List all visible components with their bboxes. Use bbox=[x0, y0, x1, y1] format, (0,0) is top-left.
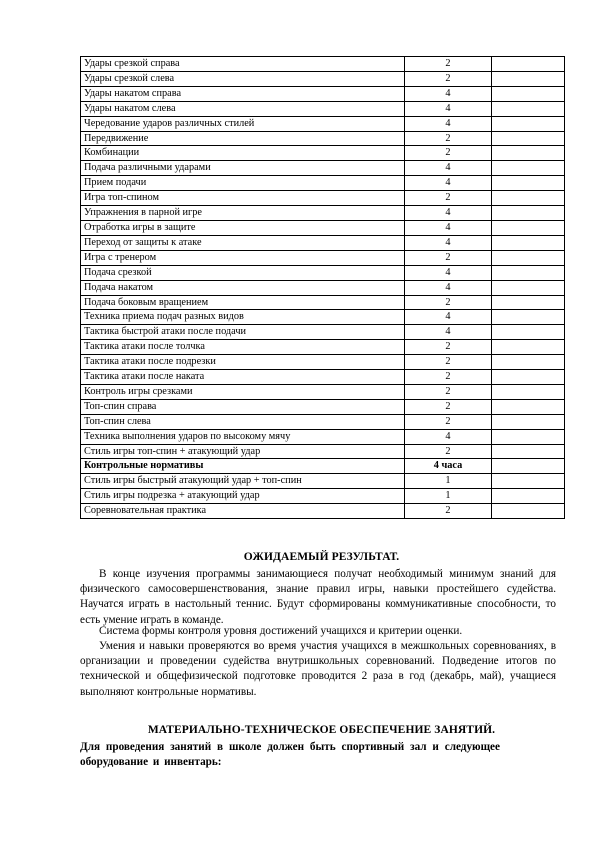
extra-cell bbox=[492, 384, 565, 399]
extra-cell bbox=[492, 414, 565, 429]
expected-result-heading: ОЖИДАЕМЫЙ РЕЗУЛЬТАТ. bbox=[243, 551, 400, 563]
hours-cell: 4 bbox=[405, 325, 492, 340]
extra-cell bbox=[492, 265, 565, 280]
topic-cell: Отработка игры в защите bbox=[81, 220, 405, 235]
hours-cell: 4 bbox=[405, 86, 492, 101]
hours-cell: 1 bbox=[405, 489, 492, 504]
extra-cell bbox=[492, 57, 565, 72]
extra-cell bbox=[492, 489, 565, 504]
paragraph-text: Умения и навыки проверяются во время участия учащихся в межшкольных соревнованиях, в организации и проведении судейства внутришкольных соревнований. Подведение итогов по технической и общефизической подготовке проводится 2 раза в год (декабрь, май), учащиеся выполняют контрольные нормативы. bbox=[80, 640, 556, 698]
topic-cell: Комбинации bbox=[81, 146, 405, 161]
topic-cell: Подача боковым вращением bbox=[81, 295, 405, 310]
hours-cell: 2 bbox=[405, 399, 492, 414]
hours-cell: 4 bbox=[405, 176, 492, 191]
hours-cell: 4 bbox=[405, 161, 492, 176]
table-row bbox=[81, 161, 565, 176]
hours-cell: 2 bbox=[405, 71, 492, 86]
extra-cell bbox=[492, 340, 565, 355]
topic-cell: Топ-спин слева bbox=[81, 414, 405, 429]
table-row bbox=[81, 370, 565, 385]
hours-cell: 4 bbox=[405, 235, 492, 250]
extra-cell bbox=[492, 235, 565, 250]
hours-cell: 2 bbox=[405, 504, 492, 519]
hours-cell: 2 bbox=[405, 414, 492, 429]
table-row bbox=[81, 116, 565, 131]
hours-cell: 4 часа bbox=[405, 459, 492, 474]
topic-cell: Стиль игры подрезка + атакующий удар bbox=[81, 489, 405, 504]
topic-cell: Топ-спин справа bbox=[81, 399, 405, 414]
expected-result-paragraph-2 bbox=[80, 624, 556, 639]
table-row bbox=[81, 235, 565, 250]
paragraph-text: В конце изучения программы занимающиеся получат необходимый минимум знаний для физического самосовершенствования, знание правил игры, навыки простейшего судейства. Научатся играть в настольный теннис. Будут сформированы коммуникативные способности, то есть умение играть в команде. bbox=[80, 568, 556, 626]
extra-cell bbox=[492, 474, 565, 489]
table-row bbox=[81, 340, 565, 355]
table-row bbox=[81, 489, 565, 504]
hours-cell: 2 bbox=[405, 384, 492, 399]
topic-cell: Удары накатом слева bbox=[81, 101, 405, 116]
table-row bbox=[81, 280, 565, 295]
table-row bbox=[81, 325, 565, 340]
extra-cell bbox=[492, 206, 565, 221]
extra-cell bbox=[492, 459, 565, 474]
extra-cell bbox=[492, 176, 565, 191]
table-row bbox=[81, 176, 565, 191]
extra-cell bbox=[492, 295, 565, 310]
lesson-plan-table bbox=[80, 56, 565, 519]
hours-cell: 2 bbox=[405, 57, 492, 72]
extra-cell bbox=[492, 191, 565, 206]
hours-cell: 4 bbox=[405, 101, 492, 116]
table-row bbox=[81, 191, 565, 206]
table-row bbox=[81, 146, 565, 161]
paragraph-text: Для проведения занятий в школе должен быть спортивный зал и следующее оборудование и инвентарь: bbox=[80, 741, 500, 769]
topic-cell: Соревновательная практика bbox=[81, 504, 405, 519]
hours-cell: 2 bbox=[405, 146, 492, 161]
table-row bbox=[81, 355, 565, 370]
topic-cell: Тактика атаки после толчка bbox=[81, 340, 405, 355]
extra-cell bbox=[492, 310, 565, 325]
extra-cell bbox=[492, 131, 565, 146]
material-support-heading: МАТЕРИАЛЬНО-ТЕХНИЧЕСКОЕ ОБЕСПЕЧЕНИЕ ЗАНЯТИЙ. bbox=[147, 724, 496, 736]
hours-cell: 4 bbox=[405, 280, 492, 295]
extra-cell bbox=[492, 355, 565, 370]
topic-cell: Подача срезкой bbox=[81, 265, 405, 280]
table-row bbox=[81, 206, 565, 221]
hours-cell: 1 bbox=[405, 474, 492, 489]
hours-cell: 2 bbox=[405, 370, 492, 385]
topic-cell: Передвижение bbox=[81, 131, 405, 146]
hours-cell: 4 bbox=[405, 220, 492, 235]
table-row bbox=[81, 265, 565, 280]
table-row bbox=[81, 444, 565, 459]
table-row bbox=[81, 474, 565, 489]
table-row bbox=[81, 384, 565, 399]
extra-cell bbox=[492, 146, 565, 161]
extra-cell bbox=[492, 101, 565, 116]
topic-cell: Подача накатом bbox=[81, 280, 405, 295]
extra-cell bbox=[492, 250, 565, 265]
hours-cell: 4 bbox=[405, 206, 492, 221]
extra-cell bbox=[492, 220, 565, 235]
table-row bbox=[81, 131, 565, 146]
hours-cell: 4 bbox=[405, 310, 492, 325]
topic-cell: Игра топ-спином bbox=[81, 191, 405, 206]
table-row bbox=[81, 101, 565, 116]
expected-result-paragraph-1 bbox=[80, 567, 556, 628]
table-row bbox=[81, 295, 565, 310]
extra-cell bbox=[492, 399, 565, 414]
extra-cell bbox=[492, 429, 565, 444]
table-row bbox=[81, 504, 565, 519]
table-row bbox=[81, 71, 565, 86]
table-row bbox=[81, 220, 565, 235]
topic-cell: Игра с тренером bbox=[81, 250, 405, 265]
hours-cell: 4 bbox=[405, 116, 492, 131]
hours-cell: 2 bbox=[405, 340, 492, 355]
extra-cell bbox=[492, 280, 565, 295]
table-row bbox=[81, 459, 565, 474]
hours-cell: 4 bbox=[405, 265, 492, 280]
topic-cell: Контрольные нормативы bbox=[81, 459, 405, 474]
topic-cell: Чередование ударов различных стилей bbox=[81, 116, 405, 131]
topic-cell: Техника приема подач разных видов bbox=[81, 310, 405, 325]
table-row bbox=[81, 57, 565, 72]
topic-cell: Тактика атаки после наката bbox=[81, 370, 405, 385]
table-row bbox=[81, 86, 565, 101]
hours-cell: 2 bbox=[405, 295, 492, 310]
extra-cell bbox=[492, 71, 565, 86]
table-row bbox=[81, 399, 565, 414]
topic-cell: Техника выполнения ударов по высокому мячу bbox=[81, 429, 405, 444]
extra-cell bbox=[492, 444, 565, 459]
hours-cell: 2 bbox=[405, 131, 492, 146]
topic-cell: Удары накатом справа bbox=[81, 86, 405, 101]
topic-cell: Удары срезкой слева bbox=[81, 71, 405, 86]
topic-cell: Подача различными ударами bbox=[81, 161, 405, 176]
topic-cell: Стиль игры топ-спин + атакующий удар bbox=[81, 444, 405, 459]
topic-cell: Упражнения в парной игре bbox=[81, 206, 405, 221]
extra-cell bbox=[492, 116, 565, 131]
table-row bbox=[81, 414, 565, 429]
material-support-paragraph bbox=[80, 740, 500, 770]
hours-cell: 2 bbox=[405, 444, 492, 459]
hours-cell: 4 bbox=[405, 429, 492, 444]
topic-cell: Удары срезкой справа bbox=[81, 57, 405, 72]
extra-cell bbox=[492, 504, 565, 519]
topic-cell: Переход от защиты к атаке bbox=[81, 235, 405, 250]
topic-cell: Тактика атаки после подрезки bbox=[81, 355, 405, 370]
topic-cell: Контроль игры срезками bbox=[81, 384, 405, 399]
table-row bbox=[81, 250, 565, 265]
topic-cell: Прием подачи bbox=[81, 176, 405, 191]
hours-cell: 2 bbox=[405, 355, 492, 370]
extra-cell bbox=[492, 370, 565, 385]
topic-cell: Стиль игры быстрый атакующий удар + топ-спин bbox=[81, 474, 405, 489]
table-row bbox=[81, 429, 565, 444]
paragraph-text: Система формы контроля уровня достижений учащихся и критерии оценки. bbox=[99, 625, 463, 637]
topic-cell: Тактика быстрой атаки после подачи bbox=[81, 325, 405, 340]
extra-cell bbox=[492, 325, 565, 340]
hours-cell: 2 bbox=[405, 250, 492, 265]
lesson-plan-table-body bbox=[81, 57, 565, 519]
expected-result-paragraph-3 bbox=[80, 639, 556, 700]
table-row bbox=[81, 310, 565, 325]
extra-cell bbox=[492, 161, 565, 176]
hours-cell: 2 bbox=[405, 191, 492, 206]
extra-cell bbox=[492, 86, 565, 101]
